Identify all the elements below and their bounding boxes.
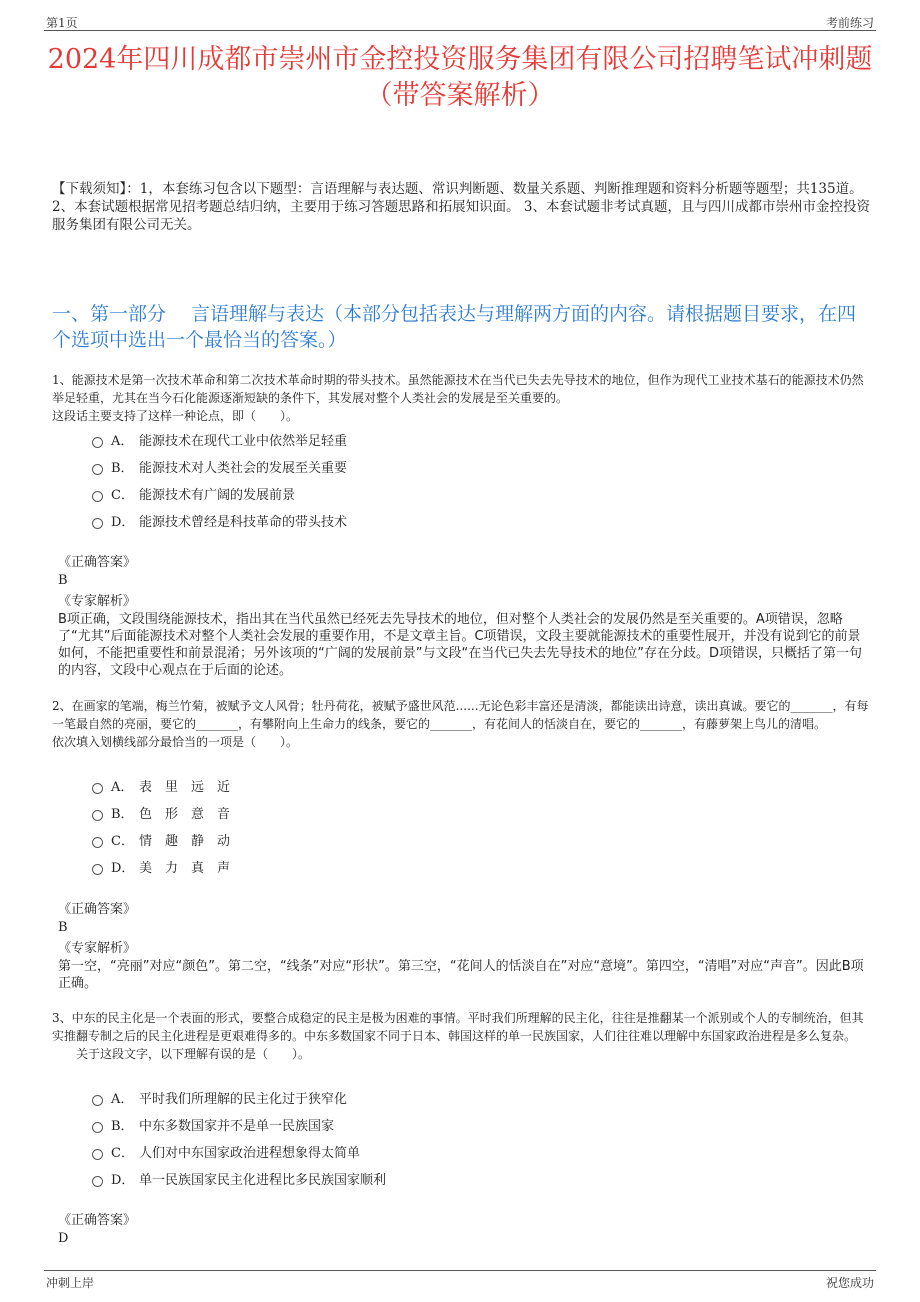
radio-icon[interactable] [92,518,103,529]
option-b[interactable]: B． 中东多数国家并不是单一民族国家 [92,1111,792,1138]
option-d[interactable]: D． 能源技术曾经是科技革命的带头技术 [92,507,792,534]
option-text: 情 趣 静 动 [139,834,231,849]
analysis-text: B项正确，文段围绕能源技术，指出其在当代虽然已经死去先导技术的地位，但对整个人类社会的发展仍然是至关重要的。A项错误，忽略了“尤其”后面能源技术对整个人类社会发展的重要作用，不是文章主旨。C项错误，文段主要就能源技术的重要性展开，并没有说到它的前景如何，不能把重要性和前景混淆；另外该项的“广阔的发展前景”与文段“在当代已失去先导技术的地位”存在分歧。D项错误，只概括了第一句的内容，文段中心观点在于后面的论述。 [58,612,862,678]
page-footer [44,1270,876,1291]
question-stem: 2、在画家的笔端，梅兰竹菊，被赋予文人风骨；牡丹荷花，被赋予盛世风范......无论色彩丰富还是清淡，都能读出诗意，读出真诚。要它的_______，有每一笔最自然的亮丽，要它的_______，有攀附向上生命力的线条，要它的_______，有花间人的恬淡自在，要它的_______，有藤萝架上鸟儿的清唱。 [52,699,869,731]
section-heading: 一、第一部分 言语理解与表达（本部分包括表达与理解两方面的内容。请根据题目要求，在四个选项中选出一个最恰当的答案。） [52,303,857,351]
radio-icon[interactable] [92,1176,103,1187]
answer-label: 《正确答案》 [58,902,137,917]
radio-icon[interactable] [92,837,103,848]
option-a[interactable]: A． 能源技术在现代工业中依然举足轻重 [92,426,792,453]
question-1-answer [58,554,870,679]
header-tag: 考前练习 [825,16,874,30]
option-text: 表 里 远 近 [139,780,231,795]
download-notice: 【下载须知】：1，本套练习包含以下题型：言语理解与表达题、常识判断题、数量关系题、判断推理题和资料分析题等题型；共135道。 2、本套试题根据常见招考题总结归纳，主要用于练习答题思路和拓展知识面。 3、本套试题非考试真题，且与四川成都市崇州市金控投资服务集团有限公司无关。 [52,181,870,233]
answer-label: 《正确答案》 [58,555,137,570]
analysis-label: 《专家解析》 [58,594,137,609]
radio-icon[interactable] [92,783,103,794]
option-a[interactable]: A． 表 里 远 近 [92,772,792,799]
option-a[interactable]: A． 平时我们所理解的民主化过于狭窄化 [92,1084,792,1111]
option-text: 能源技术有广阔的发展前景 [139,488,296,503]
question-stem: 3、中东的民主化是一个表面的形式，要整合成稳定的民主是极为困难的事情。平时我们所理解的民主化，往往是推翻某一个派别或个人的专制统治，但其实推翻专制之后的民主化进程是更艰难得多的。中东多数国家不同于日本、韩国这样的单一民族国家，人们往往难以理解中东国家政治进程是多么复杂。 [52,1011,864,1043]
option-d[interactable]: D． 美 力 真 声 [92,853,792,880]
option-text: 能源技术对人类社会的发展至关重要 [139,461,348,476]
question-stem: 1、能源技术是第一次技术革命和第二次技术革命时期的带头技术。虽然能源技术在当代已失去先导技术的地位，但作为现代工业技术基石的能源技术仍然举足轻重，尤其在当今石化能源逐渐短缺的条件下，其发展对整个人类社会的发展是至关重要的。 [52,373,864,405]
option-c[interactable]: C． 情 趣 静 动 [92,826,792,853]
option-text: 能源技术曾经是科技革命的带头技术 [139,515,348,530]
option-text: 能源技术在现代工业中依然举足轻重 [139,434,348,449]
answer-letter: B [58,573,68,588]
question-prompt: 依次填入划横线部分最恰当的一项是（ ）。 [52,735,299,749]
question-2-answer [58,901,870,992]
option-b[interactable]: B． 色 形 意 音 [92,799,792,826]
page-header [44,12,876,31]
option-text: 人们对中东国家政治进程想象得太简单 [139,1146,361,1161]
question-2-text [52,697,870,751]
page-number: 第1页 [46,16,78,30]
footer-left: 冲刺上岸 [46,1276,95,1290]
question-1-options [92,426,792,534]
question-prompt: 关于这段文字，以下理解有误的是（ ）。 [52,1047,311,1061]
radio-icon[interactable] [92,464,103,475]
option-c[interactable]: C． 能源技术有广阔的发展前景 [92,480,792,507]
analysis-label: 《专家解析》 [58,941,137,956]
answer-label: 《正确答案》 [58,1213,137,1228]
option-c[interactable]: C． 人们对中东国家政治进程想象得太简单 [92,1138,792,1165]
option-text: 中东多数国家并不是单一民族国家 [139,1119,335,1134]
option-text: 平时我们所理解的民主化过于狭窄化 [139,1092,348,1107]
radio-icon[interactable] [92,810,103,821]
radio-icon[interactable] [92,437,103,448]
radio-icon[interactable] [92,491,103,502]
footer-right: 祝您成功 [825,1276,874,1290]
option-text: 色 形 意 音 [139,807,231,822]
question-prompt: 这段话主要支持了这样一种论点，即（ ）。 [52,409,299,423]
analysis-text: 第一空，“亮丽”对应“颜色”。第二空，“线条”对应“形状”。第三空，“花间人的恬淡自在”对应“意境”。第四空，“清唱”对应“声音”。因此B项正确。 [58,959,864,991]
document-title: 2024年四川成都市崇州市金控投资服务集团有限公司招聘笔试冲刺题（带答案解析） [47,44,873,111]
question-3-answer [58,1212,870,1248]
option-b[interactable]: B． 能源技术对人类社会的发展至关重要 [92,453,792,480]
option-text: 单一民族国家民主化进程比多民族国家顺利 [139,1173,387,1188]
radio-icon[interactable] [92,1095,103,1106]
question-2-options [92,772,792,880]
question-3-options [92,1084,792,1192]
question-3-text [52,1009,870,1063]
answer-letter: D [58,1231,69,1246]
option-text: 美 力 真 声 [139,861,231,876]
radio-icon[interactable] [92,1149,103,1160]
option-d[interactable]: D． 单一民族国家民主化进程比多民族国家顺利 [92,1165,792,1192]
answer-letter: B [58,920,68,935]
radio-icon[interactable] [92,864,103,875]
radio-icon[interactable] [92,1122,103,1133]
question-1-text [52,371,870,425]
